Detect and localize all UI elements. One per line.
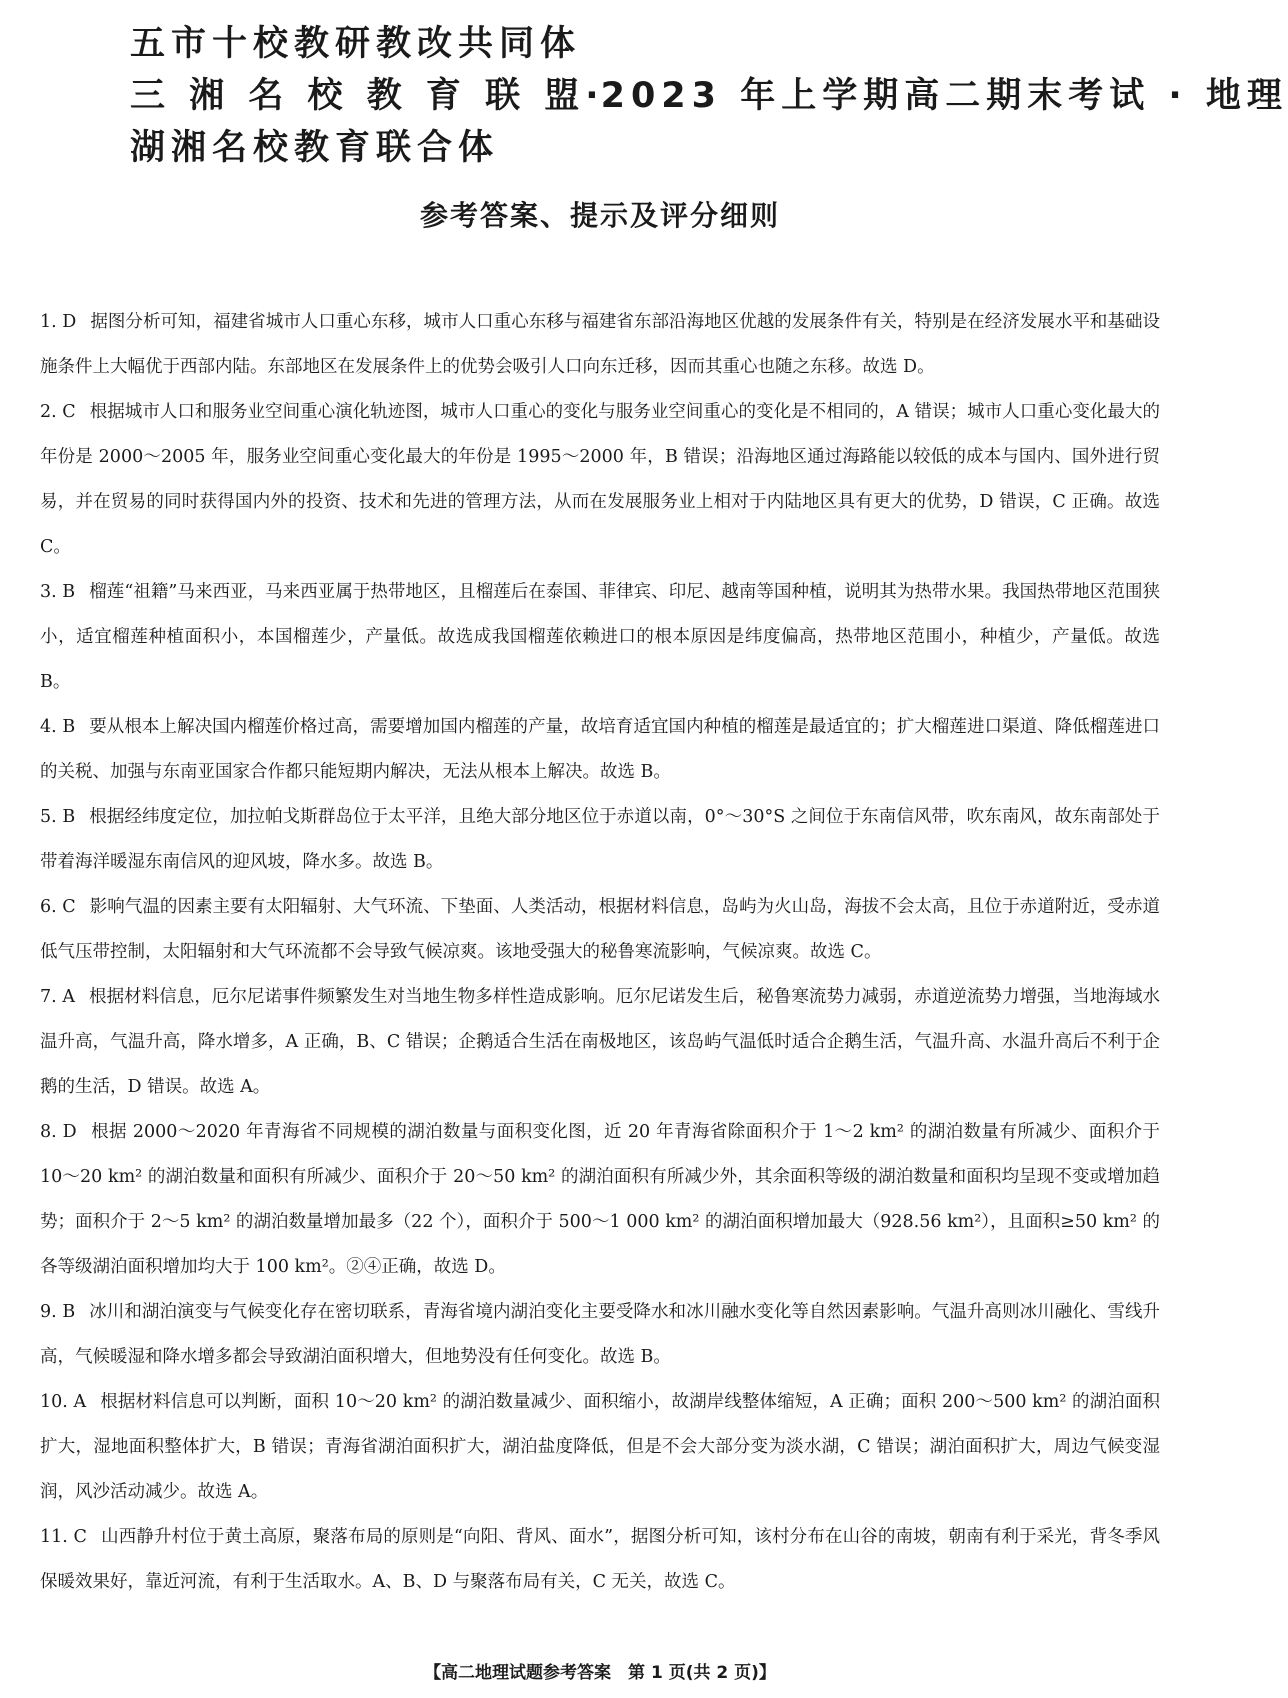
header-line-2 bbox=[130, 70, 1288, 122]
answer-item-6 bbox=[40, 885, 1160, 975]
header-line-2-right: 2023 年上学期高二期末考试 · 地理 bbox=[600, 76, 1288, 116]
page-subtitle: 参考答案、提示及评分细则 bbox=[419, 199, 780, 232]
answer-text: 要从根本上解决国内榴莲价格过高，需要增加国内榴莲的产量，故培育适宜国内种植的榴莲是最适宜的；扩大榴莲进口渠道、降低榴莲进口的关税、加强与东南亚国家合作都只能短期内解决，无法从根本上解决。故选 B。 bbox=[40, 717, 1161, 782]
answer-number: 11. C bbox=[40, 1527, 87, 1547]
answer-text: 影响气温的因素主要有太阳辐射、大气环流、下垫面、人类活动，根据材料信息，岛屿为火山岛，海拔不会太高，且位于赤道附近，受赤道低气压带控制，太阳辐射和大气环流都不会导致气候凉爽。该地受强大的秘鲁寒流影响，气候凉爽。故选 C。 bbox=[40, 897, 1160, 962]
header-line-3: 湖湘名校教育联合体 bbox=[130, 128, 500, 168]
answer-number: 6. C bbox=[40, 897, 76, 917]
exam-header bbox=[130, 18, 1288, 174]
answer-item-10 bbox=[40, 1380, 1160, 1515]
answer-number: 9. B bbox=[40, 1302, 76, 1322]
answer-item-3 bbox=[40, 570, 1160, 705]
page-footer: 【高二地理试题参考答案 第 1 页(共 2 页)】 bbox=[424, 1663, 776, 1683]
answer-number: 8. D bbox=[40, 1122, 77, 1142]
answer-number: 5. B bbox=[40, 807, 76, 827]
answer-item-8 bbox=[40, 1110, 1160, 1290]
answer-text: 根据城市人口和服务业空间重心演化轨迹图，城市人口重心的变化与服务业空间重心的变化是不相同的，A 错误；城市人口重心变化最大的年份是 2000～2005 年，服务业空间重心变化最大的年份是 1995～2000 年，B 错误；沿海地区通过海路能以较低的成本与国内、国外进行贸易，并在贸易的同时获得国内外的投资、技术和先进的管理方法，从而在发展服务业上相对于内陆地区具有更大的优势，D 错误，C 正确。故选 C。 bbox=[40, 402, 1160, 557]
answer-text: 根据材料信息可以判断，面积 10～20 km² 的湖泊数量减少、面积缩小，故湖岸线整体缩短，A 正确；面积 200～500 km² 的湖泊面积扩大，湿地面积整体扩大，B 错误；青海省湖泊面积扩大，湖泊盐度降低，但是不会大部分变为淡水湖，C 错误；湖泊面积扩大，周边气候变湿润，风沙活动减少。故选 A。 bbox=[40, 1392, 1160, 1502]
answer-item-5 bbox=[40, 795, 1160, 885]
answer-item-1 bbox=[40, 300, 1160, 390]
answer-number: 3. B bbox=[40, 582, 76, 602]
answer-item-4 bbox=[40, 705, 1160, 795]
answer-number: 10. A bbox=[40, 1392, 87, 1412]
answer-number: 7. A bbox=[40, 987, 75, 1007]
answer-item-9 bbox=[40, 1290, 1160, 1380]
answer-text: 根据材料信息，厄尔尼诺事件频繁发生对当地生物多样性造成影响。厄尔尼诺发生后，秘鲁寒流势力减弱，赤道逆流势力增强，当地海域水温升高，气温升高，降水增多，A 正确，B、C 错误；企鹅适合生活在南极地区，该岛屿气温低时适合企鹅生活，气温升高、水温升高后不利于企鹅的生活，D 错误。故选 A。 bbox=[40, 987, 1160, 1097]
header-separator-dot: · bbox=[585, 76, 601, 116]
header-line-2-left: 三 湘 名 校 教 育 联 盟 bbox=[130, 76, 586, 116]
answer-text: 根据经纬度定位，加拉帕戈斯群岛位于太平洋，且绝大部分地区位于赤道以南，0°～30°S 之间位于东南信风带，吹东南风，故东南部处于带着海洋暖湿东南信风的迎风坡，降水多。故选 B。 bbox=[40, 807, 1160, 872]
answer-item-11 bbox=[40, 1515, 1160, 1605]
answer-item-2 bbox=[40, 390, 1160, 570]
header-line-1: 五市十校教研教改共同体 bbox=[130, 24, 582, 64]
answer-number: 4. B bbox=[40, 717, 76, 737]
answer-item-7 bbox=[40, 975, 1160, 1110]
answer-number: 2. C bbox=[40, 402, 76, 422]
answer-number: 1. D bbox=[40, 312, 77, 332]
answer-text: 据图分析可知，福建省城市人口重心东移，城市人口重心东移与福建省东部沿海地区优越的发展条件有关，特别是在经济发展水平和基础设施条件上大幅优于西部内陆。东部地区在发展条件上的优势会吸引人口向东迁移，因而其重心也随之东移。故选 D。 bbox=[40, 312, 1160, 377]
answer-text: 冰川和湖泊演变与气候变化存在密切联系，青海省境内湖泊变化主要受降水和冰川融水变化等自然因素影响。气温升高则冰川融化、雪线升高，气候暖湿和降水增多都会导致湖泊面积增大，但地势没有任何变化。故选 B。 bbox=[40, 1302, 1161, 1367]
answer-list bbox=[40, 300, 1160, 1605]
answer-text: 榴莲“祖籍”马来西亚，马来西亚属于热带地区，且榴莲后在泰国、菲律宾、印尼、越南等国种植，说明其为热带水果。我国热带地区范围狭小，适宜榴莲种植面积小，本国榴莲少，产量低。故选成我国榴莲依赖进口的根本原因是纬度偏高，热带地区范围小，种植少，产量低。故选 B。 bbox=[40, 582, 1160, 692]
answer-text: 根据 2000～2020 年青海省不同规模的湖泊数量与面积变化图，近 20 年青海省除面积介于 1～2 km² 的湖泊数量有所减少、面积介于 10～20 km² 的湖泊数量和面积有所减少、面积介于 20～50 km² 的湖泊面积有所减少外，其余面积等级的湖泊数量和面积均呈现不变或增加趋势；面积介于 2～5 km² 的湖泊数量增加最多（22 个），面积介于 500～1 000 km² 的湖泊面积增加最大（928.56 km²），且面积≥50 km² 的各等级湖泊面积增加均大于 100 km²。②④正确，故选 D。 bbox=[40, 1122, 1160, 1277]
answer-text: 山西静升村位于黄土高原，聚落布局的原则是“向阳、背风、面水”，据图分析可知，该村分布在山谷的南坡，朝南有利于采光，背冬季风保暖效果好，靠近河流，有利于生活取水。A、B、D 与聚落布局有关，C 无关，故选 C。 bbox=[40, 1527, 1160, 1592]
